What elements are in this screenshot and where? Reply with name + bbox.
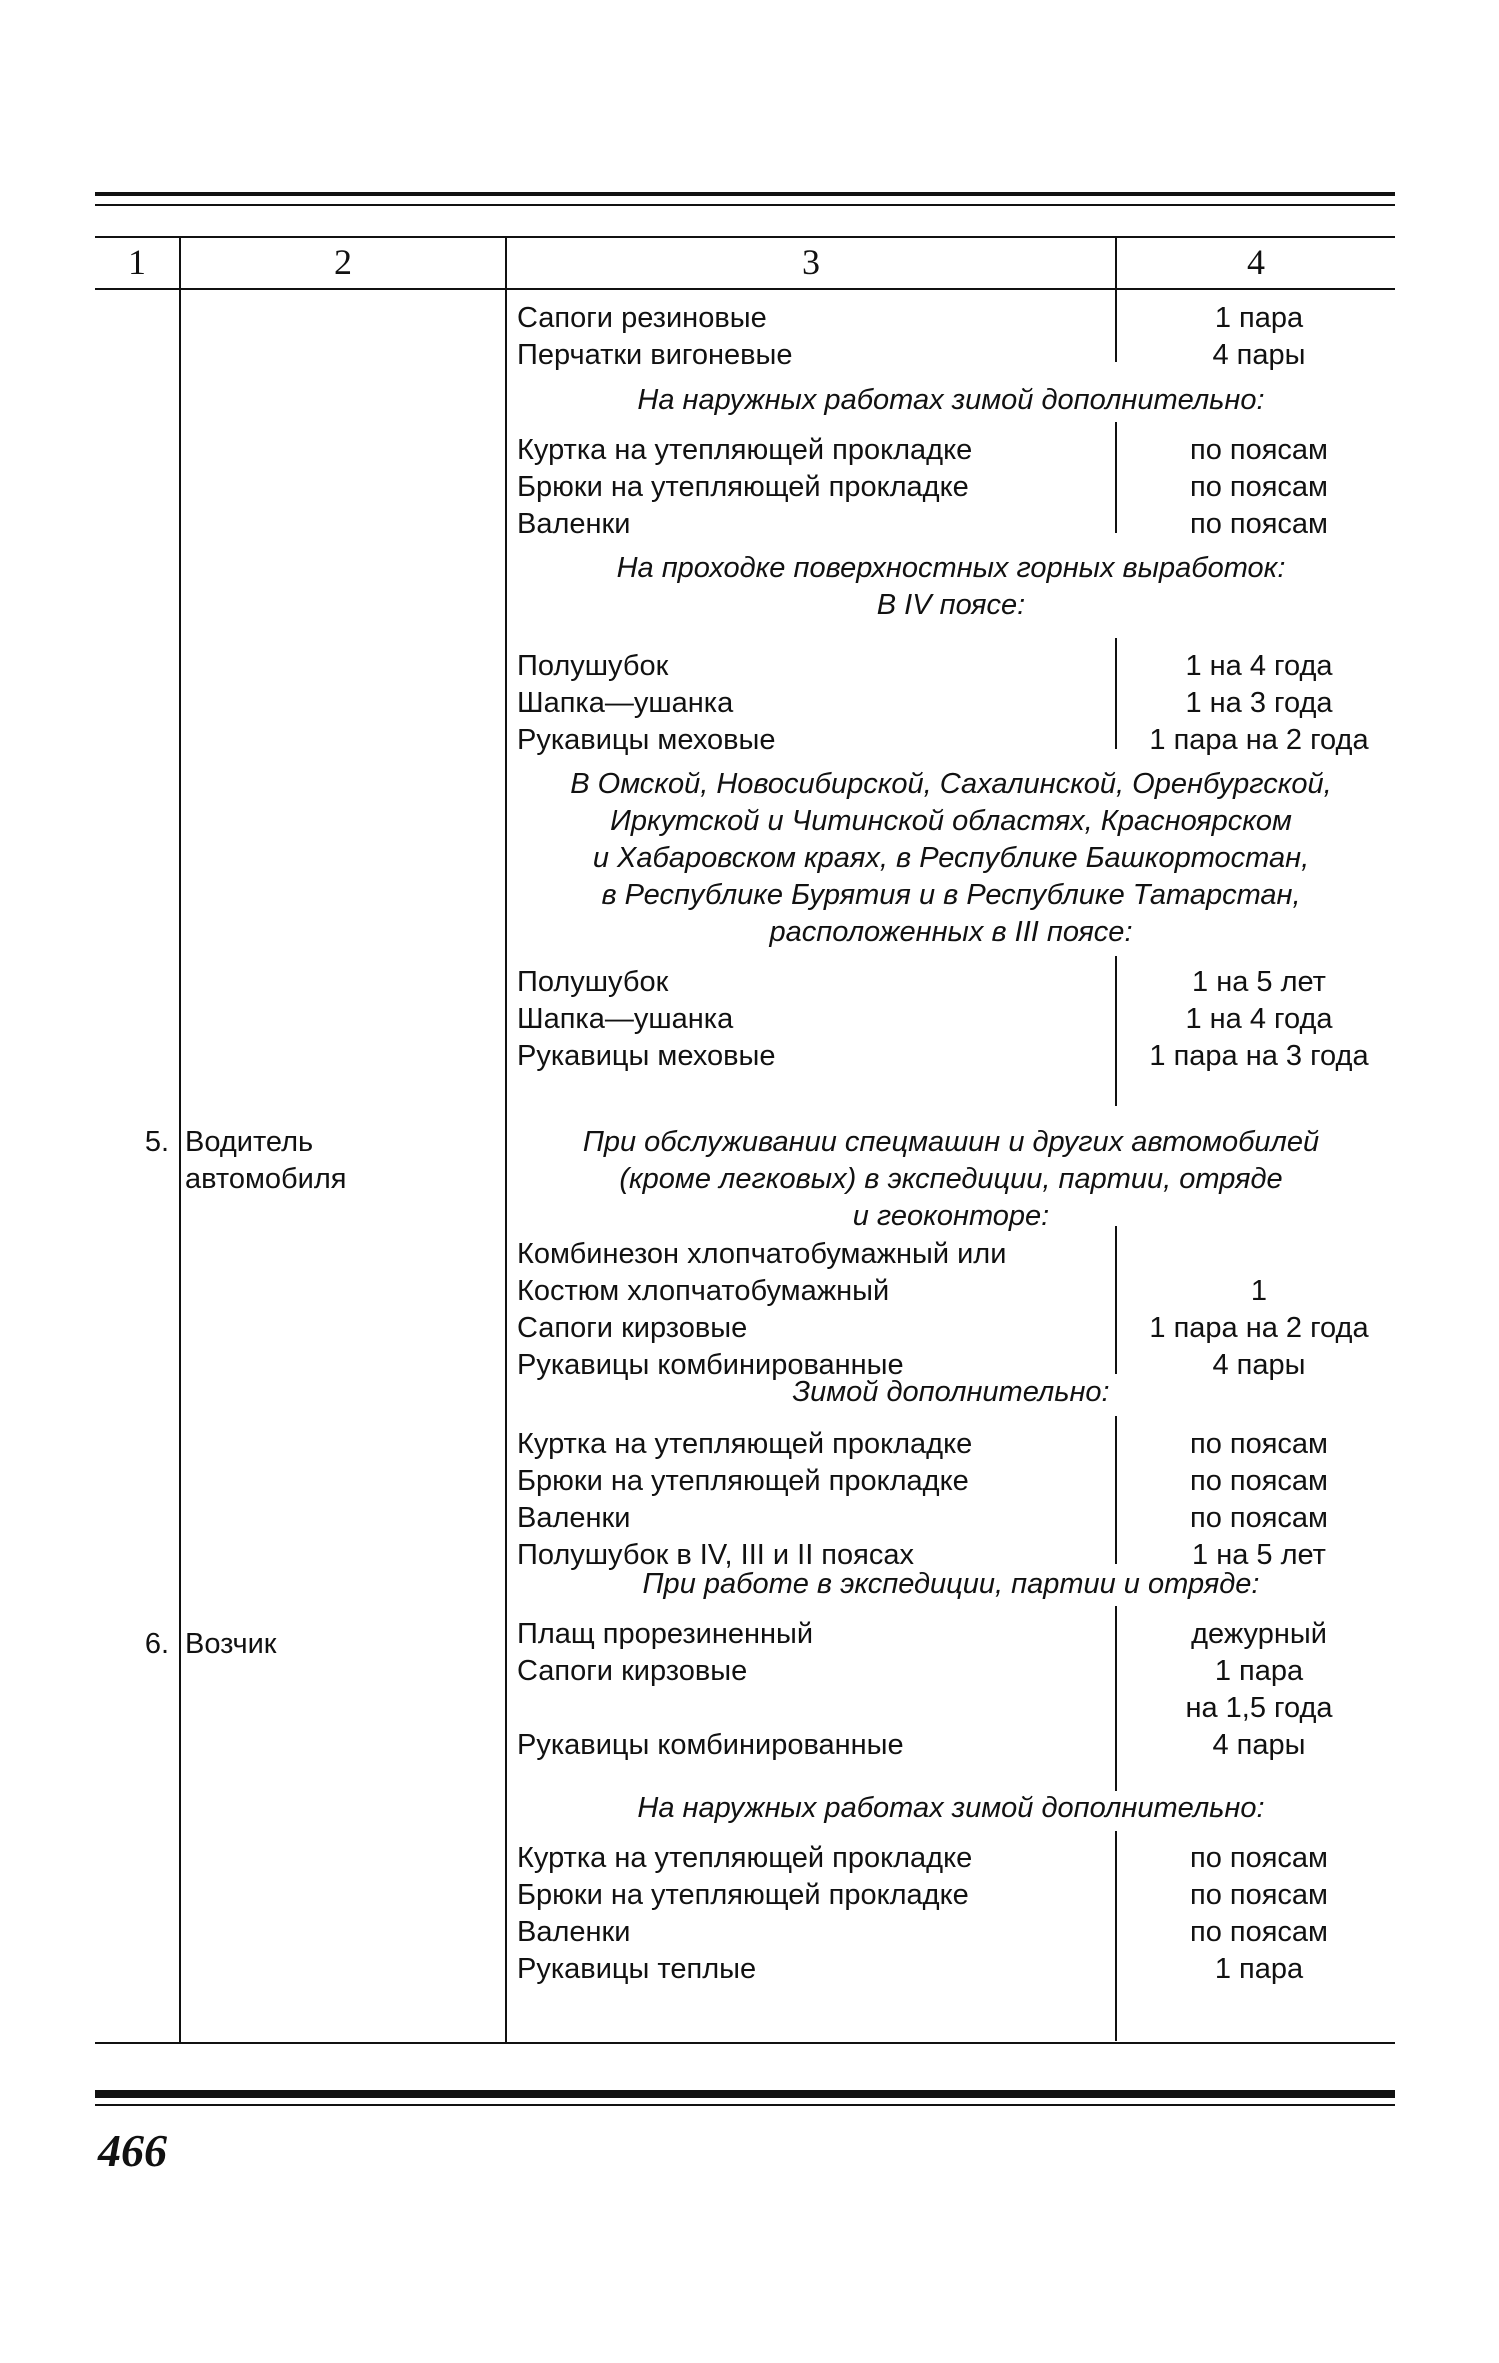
item-list (517, 1426, 1107, 1574)
item: Валенки (517, 1502, 631, 1534)
quantity: 1 на 4 года (1185, 1003, 1333, 1035)
row-number: 5. (144, 1126, 169, 1158)
header-col-4: 4 (1247, 242, 1265, 282)
item: Полушубок (517, 650, 669, 682)
subheading-line: расположенных в III поясе: (769, 916, 1133, 948)
item: Куртка на утепляющей прокладке (517, 1842, 973, 1874)
page-number: 466 (98, 2125, 167, 2176)
column-divider-3 (1115, 288, 1117, 362)
quantity: 4 пары (1212, 1729, 1306, 1761)
top-rule-thin (95, 204, 1395, 206)
section-subheading: Зимой дополнительно: (792, 1376, 1110, 1408)
column-divider-3 (1115, 422, 1117, 533)
quantity: по поясам (1190, 1916, 1328, 1948)
item-list (517, 300, 1107, 374)
item (517, 1690, 1107, 1727)
subheading-line: В Омской, Новосибирской, Сахалинской, Оренбургской, (570, 768, 1332, 800)
header-col-1: 1 (128, 242, 146, 282)
quantity: по поясам (1190, 1879, 1328, 1911)
item: Рукавицы комбинированные (517, 1349, 904, 1381)
quantity: 1 на 3 года (1185, 687, 1333, 719)
item: Валенки (517, 508, 631, 540)
subheading-line: При обслуживании спецмашин и других автомобилей (582, 1126, 1320, 1158)
occupation-line: автомобиля (185, 1163, 347, 1195)
item-list (517, 648, 1107, 759)
item: Рукавицы меховые (517, 724, 776, 756)
quantity (1123, 1236, 1395, 1273)
item: Шапка—ушанка (517, 687, 734, 719)
item: Сапоги кирзовые (517, 1655, 748, 1687)
section-subheading: На наружных работах зимой дополнительно: (637, 1792, 1265, 1824)
item: Валенки (517, 1916, 631, 1948)
item: Плащ прорезиненный (517, 1618, 814, 1650)
column-divider-3 (1115, 1831, 1117, 2041)
header-col-3: 3 (802, 242, 820, 282)
quantity: 1 пара на 2 года (1149, 724, 1369, 756)
table-bottom-border (95, 2042, 1395, 2044)
subheading-line: В IV поясе: (876, 589, 1026, 621)
occupation-line: Водитель (185, 1126, 314, 1158)
quantity: по поясам (1190, 1842, 1328, 1874)
item: Комбинезон хлопчатобумажный или (517, 1238, 1007, 1270)
item: Куртка на утепляющей прокладке (517, 1428, 973, 1460)
row-occupation (185, 1626, 405, 1663)
quantity: дежурный (1191, 1618, 1327, 1650)
bottom-rule (95, 2090, 1395, 2098)
item: Брюки на утепляющей прокладке (517, 1879, 969, 1911)
header-bottom-border (95, 288, 1395, 290)
column-divider-3 (1115, 1606, 1117, 1791)
quantity: 1 пара на 2 года (1149, 1312, 1369, 1344)
item: Сапоги кирзовые (517, 1312, 748, 1344)
section-subheading (507, 766, 1395, 951)
item: Перчатки вигоневые (517, 339, 793, 371)
subheading-line: и геоконторе: (852, 1200, 1050, 1232)
column-divider-1 (179, 236, 181, 2044)
subheading-line: На проходке поверхностных горных выработок: (616, 552, 1286, 584)
quantity: по поясам (1190, 508, 1328, 540)
item: Куртка на утепляющей прокладке (517, 434, 973, 466)
quantity-list (1123, 1840, 1395, 1988)
column-divider-3 (1115, 1226, 1117, 1374)
column-divider-3 (1115, 1416, 1117, 1564)
quantity: 1 пара на 3 года (1149, 1040, 1369, 1072)
header-col-2: 2 (334, 242, 352, 282)
quantity-list (1123, 1616, 1395, 1764)
row-occupation (185, 1124, 405, 1198)
quantity-list (1123, 300, 1395, 374)
item: Рукавицы теплые (517, 1953, 757, 1985)
item-list (517, 432, 1107, 543)
subheading-line: (кроме легковых) в экспедиции, партии, отряде (619, 1163, 1283, 1195)
quantity: по поясам (1190, 471, 1328, 503)
item-list (517, 1236, 1107, 1384)
quantity-list (1123, 1236, 1395, 1384)
item: Полушубок (517, 966, 669, 998)
quantity: 1 (1250, 1275, 1268, 1307)
quantity: на 1,5 года (1185, 1692, 1333, 1724)
quantity: по поясам (1190, 1428, 1328, 1460)
top-rule (95, 192, 1395, 196)
item: Рукавицы меховые (517, 1040, 776, 1072)
item-list (517, 1616, 1107, 1764)
item-list (517, 1840, 1107, 1988)
quantity: по поясам (1190, 1465, 1328, 1497)
row-number: 6. (144, 1628, 169, 1660)
quantity-list (1123, 432, 1395, 543)
column-divider-3 (1115, 638, 1117, 749)
occupation-line: Возчик (185, 1628, 277, 1660)
quantity: по поясам (1190, 1502, 1328, 1534)
bottom-rule-thin (95, 2104, 1395, 2106)
section-subheading: При работе в экспедиции, партии и отряде: (642, 1568, 1260, 1600)
item: Костюм хлопчатобумажный (517, 1275, 890, 1307)
quantity-list (1123, 1426, 1395, 1574)
item: Брюки на утепляющей прокладке (517, 471, 969, 503)
column-divider-3 (1115, 956, 1117, 1106)
quantity: 4 пары (1212, 1349, 1306, 1381)
quantity: 1 на 4 года (1185, 650, 1333, 682)
quantity: 1 пара (1214, 1953, 1304, 1985)
quantity: 1 на 5 лет (1192, 966, 1326, 998)
section-subheading (507, 1124, 1395, 1235)
quantity: 1 пара (1214, 302, 1304, 334)
quantity: 4 пары (1212, 339, 1306, 371)
subheading-line: Иркутской и Читинской областях, Красноярском (610, 805, 1292, 837)
item: Брюки на утепляющей прокладке (517, 1465, 969, 1497)
requirements-table (95, 236, 1395, 2046)
item: Полушубок в IV, III и II поясах (517, 1539, 914, 1571)
subheading-line: и Хабаровском краях, в Республике Башкортостан, (592, 842, 1310, 874)
item: Сапоги резиновые (517, 302, 767, 334)
quantity: 1 на 5 лет (1192, 1539, 1326, 1571)
quantity: 1 пара (1214, 1655, 1304, 1687)
quantity-list (1123, 648, 1395, 759)
section-subheading: На наружных работах зимой дополнительно: (637, 384, 1265, 416)
subheading-line: в Республике Бурятия и в Республике Татарстан, (601, 879, 1301, 911)
quantity-list (1123, 964, 1395, 1075)
section-subheading (507, 550, 1395, 624)
item-list (517, 964, 1107, 1075)
item: Шапка—ушанка (517, 1003, 734, 1035)
quantity: по поясам (1190, 434, 1328, 466)
item: Рукавицы комбинированные (517, 1729, 904, 1761)
